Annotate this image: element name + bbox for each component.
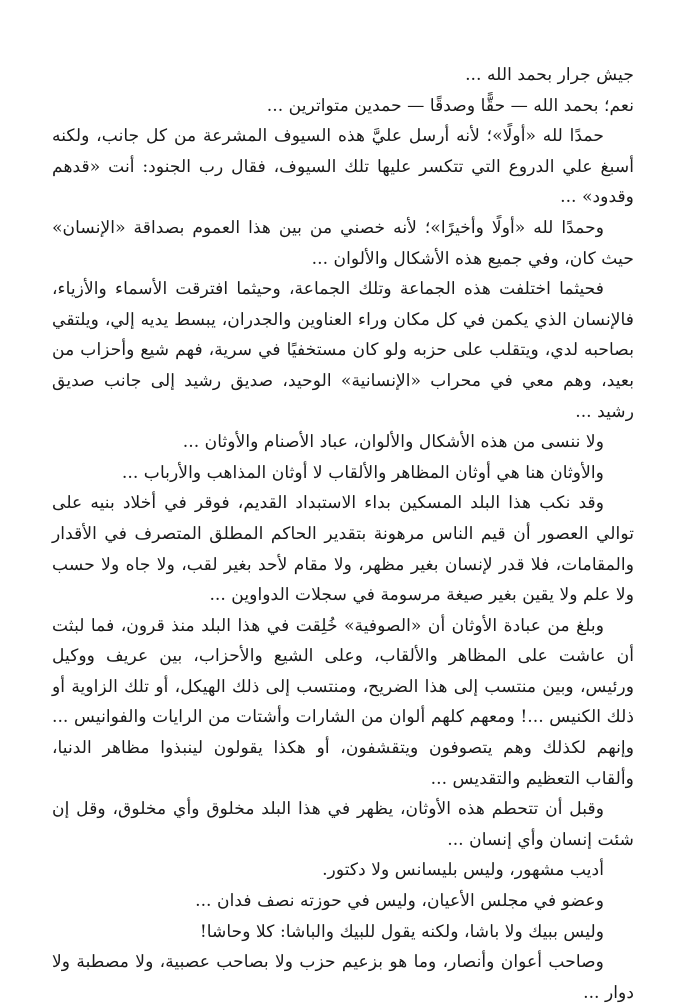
- paragraph-7: والأوثان هنا هي أوثان المظاهر والألقاب لا أوثان المذاهب والأرباب ...: [121, 462, 604, 483]
- paragraph-4: وحمدًا لله «أولًا وأخيرًا»؛ لأنه خصني من بين هذا العموم بصداقة «الإنسان» حيث كان، وفي جميع هذه الأشكال والألوان ...: [52, 217, 634, 269]
- paragraph-3: حمدًا لله «أولًا»؛ لأنه أرسل عليَّ هذه السيوف المشرعة من كل جانب، ولكنه أسبغ علي الدروع التي تتكسر عليها تلك السيوف، فقال رب الجنود: أنت «قدهم وقدود» ...: [52, 126, 634, 208]
- paragraph-5: فحيثما اختلفت هذه الجماعة وتلك الجماعة، وحيثما افترقت الأسماء والأزياء، فالإنسان الذي يكمن في كل مكان وراء العناوين والجدران، يبسط يديه إلي، ويلتقي بصاحبه لدي، ويتقلب على حزبه ولو كان مستخفيًا في سرية، فهم شيع وأحزاب من بعيد، وهم معي في محراب «الإنسانية» الوحيد، صديق رشيد إلى جانب صديق رشيد ...: [52, 279, 634, 422]
- paragraph-13: وليس ببيك ولا باشا، ولكنه يقول للبيك والباشا: كلا وحاشا!: [199, 921, 604, 942]
- paragraph-10: وقبل أن تتحطم هذه الأوثان، يظهر في هذا البلد مخلوق وأي مخلوق، وقل إن شئت إنسان وأي إنسان ...: [52, 799, 634, 850]
- paragraph-9: وبلغ من عبادة الأوثان أن «الصوفية» خُلِقت في هذا البلد منذ قرون، فما لبثت أن عاشت على المظاهر والألقاب، وعلى الشيع والأحزاب، بين عريف ووكيل ورئيس، وبين منتسب إلى هذا الضريح، ومنتسب إلى ذلك الهيكل، أو تلك الزاوية أو ذلك الكنيس ...! ومعهم كلهم ألوان من الشارات وأشتات من الرايات والفوانيس ... وإنهم لكذلك وهم يتصوفون ويتقشفون، أو هكذا يقولون لينبذوا مظاهر الدنيا، وألقاب التعظيم والتقديس ...: [52, 615, 634, 789]
- paragraph-11: أديب مشهور، وليس بليسانس ولا دكتور.: [322, 860, 604, 881]
- paragraph-6: ولا ننسى من هذه الأشكال والألوان، عباد الأصنام والأوثان ...: [182, 432, 604, 453]
- paragraph-1: جيش جرار بحمد الله ...: [465, 65, 634, 85]
- paragraph-14: وصاحب أعوان وأنصار، وما هو بزعيم حزب ولا بصاحب عصبية، ولا مصطبة ولا دوار ...: [52, 952, 634, 1003]
- paragraph-8: وقد نكب هذا البلد المسكين بداء الاستبداد القديم، فوقر في أخلاد بنيه على توالي العصور أن قيم الناس مرهونة بتقدير الحاكم المطلق المتصرف في الأقدار والمقامات، فلا قدر لإنسان بغير مظهر، ولا مقام لأحد بغير لقب، ولا جاه ولا حسب ولا علم ولا يقين بغير صيغة مرسومة في سجلات الدواوين ...: [52, 493, 634, 606]
- paragraph-12: وعضو في مجلس الأعيان، وليس في حوزته نصف فدان ...: [195, 891, 604, 912]
- paragraph-2: نعم؛ بحمد الله — حقًّا وصدقًا — حمدين متواترين ...: [266, 95, 634, 116]
